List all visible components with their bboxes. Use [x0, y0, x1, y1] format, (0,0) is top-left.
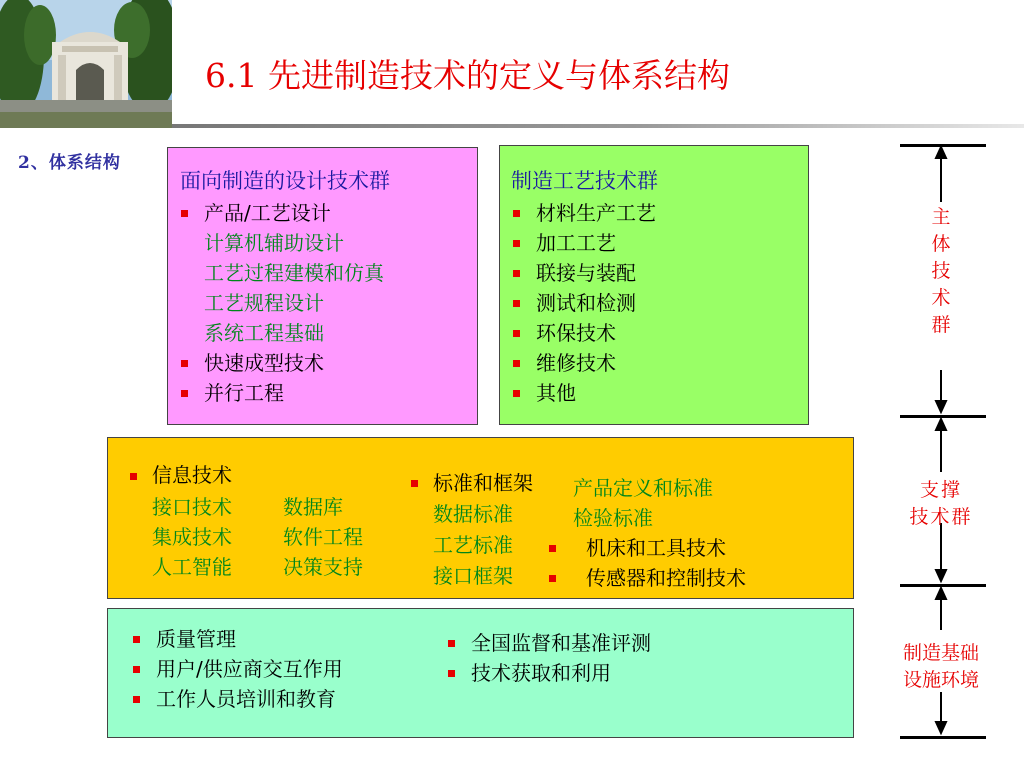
design-sub-item: 工艺规程设计	[204, 291, 324, 315]
process-item: 环保技术	[536, 321, 616, 345]
side-label-line: 设施环境	[902, 669, 979, 691]
bullet-icon	[513, 360, 520, 367]
info-tech-heading: 信息技术	[152, 463, 232, 487]
bullet-icon	[181, 390, 188, 397]
design-bullet-concurrent: 并行工程	[204, 381, 284, 405]
design-sub-item: 工艺过程建模和仿真	[204, 261, 384, 285]
section-subtitle: 2、体系结构	[18, 153, 121, 173]
bullet-icon	[133, 666, 140, 673]
info-tech-item: 决策支持	[283, 555, 363, 579]
bullet-icon	[549, 575, 556, 582]
side-label-infra	[891, 640, 991, 694]
design-box-heading: 面向制造的设计技术群	[180, 169, 390, 193]
bullet-icon	[411, 480, 418, 487]
bullet-icon	[181, 360, 188, 367]
bullet-icon	[513, 390, 520, 397]
side-label-char: 体	[931, 233, 951, 255]
info-tech-item: 数据库	[283, 495, 343, 519]
bullet-icon	[513, 300, 520, 307]
side-label-char: 技	[931, 260, 951, 282]
infra-right-item: 技术获取和利用	[471, 661, 611, 685]
infra-left-item: 工作人员培训和教育	[156, 687, 336, 711]
tool-tech-item: 机床和工具技术	[586, 536, 726, 560]
standards-item: 接口框架	[433, 564, 513, 588]
infrastructure-box	[107, 608, 854, 738]
tool-tech-item: 传感器和控制技术	[586, 566, 746, 590]
process-item: 测试和检测	[536, 291, 636, 315]
process-item: 加工工艺	[536, 231, 616, 255]
design-sub-item: 系统工程基础	[204, 321, 324, 345]
bullet-icon	[513, 270, 520, 277]
info-tech-item: 人工智能	[152, 555, 232, 579]
infra-right-item: 全国监督和基准评测	[471, 631, 651, 655]
bullet-icon	[130, 473, 137, 480]
design-sub-item: 计算机辅助设计	[204, 231, 344, 255]
info-tech-item: 软件工程	[283, 525, 363, 549]
bullet-icon	[549, 545, 556, 552]
side-label-char: 术	[931, 287, 951, 309]
bullet-icon	[513, 330, 520, 337]
page-title: 6.1 先进制造技术的定义与体系结构	[205, 56, 730, 95]
info-tech-item: 集成技术	[152, 525, 232, 549]
bullet-icon	[133, 636, 140, 643]
standards-heading: 标准和框架	[433, 471, 533, 495]
standards-right-item: 产品定义和标准	[573, 476, 713, 500]
side-label-support	[896, 477, 986, 531]
side-label-line: 支撑	[919, 479, 962, 501]
bullet-icon	[448, 670, 455, 677]
support-technology-box	[107, 437, 854, 599]
side-label-char: 主	[931, 206, 951, 228]
process-item: 其他	[536, 381, 576, 405]
infra-left-item: 用户/供应商交互作用	[156, 657, 343, 681]
standards-item: 工艺标准	[433, 533, 513, 557]
standards-right-item: 检验标准	[573, 506, 653, 530]
header-divider	[172, 124, 1024, 128]
side-label-char: 群	[931, 314, 951, 336]
university-gate-photo	[0, 0, 172, 128]
infra-left-item: 质量管理	[156, 627, 236, 651]
bullet-icon	[448, 640, 455, 647]
info-tech-item: 接口技术	[152, 495, 232, 519]
process-technology-box	[499, 145, 809, 425]
design-technology-box	[167, 147, 478, 425]
design-bullet-rapid: 快速成型技术	[204, 351, 324, 375]
side-label-line: 技术群	[909, 506, 973, 528]
process-item: 材料生产工艺	[536, 201, 656, 225]
bullet-icon	[133, 696, 140, 703]
design-bullet-product: 产品/工艺设计	[204, 201, 331, 225]
bullet-icon	[513, 210, 520, 217]
side-label-line: 制造基础	[902, 642, 979, 664]
process-item: 维修技术	[536, 351, 616, 375]
bullet-icon	[513, 240, 520, 247]
standards-item: 数据标准	[433, 502, 513, 526]
bullet-icon	[181, 210, 188, 217]
process-item: 联接与装配	[536, 261, 636, 285]
side-label-main	[926, 204, 956, 339]
process-box-heading: 制造工艺技术群	[511, 169, 658, 193]
